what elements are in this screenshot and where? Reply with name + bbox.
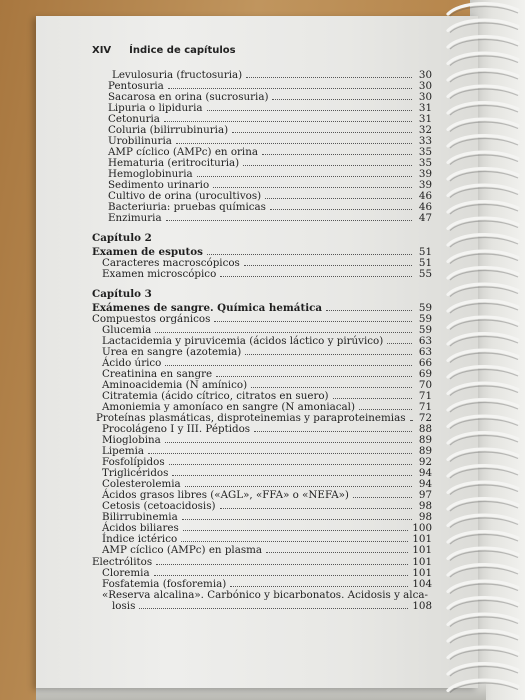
toc-entry-page: 97: [418, 489, 432, 501]
toc-entry-page: 31: [418, 113, 432, 125]
toc-entry-title: Enzimuria: [108, 212, 162, 224]
toc-entry-page: 70: [418, 379, 432, 391]
dot-leader: [216, 376, 412, 377]
toc-entry-title: AMP cíclico (AMPc) en plasma: [102, 544, 263, 556]
toc-entry-title: Citratemia (ácido cítrico, citratos en suero): [102, 390, 329, 402]
toc-entry-page: 108: [412, 600, 432, 612]
dot-leader: [172, 475, 412, 476]
toc-entry-title: Sacarosa en orina (sucrosuria): [108, 91, 269, 103]
toc-entry-page: 51: [418, 246, 432, 258]
page-title: Índice de capítulos: [129, 45, 236, 56]
dot-leader: [353, 497, 412, 498]
toc-entry-page: 89: [418, 445, 432, 457]
dot-leader: [410, 420, 413, 421]
toc-entry-title: Hemoglobinuria: [108, 168, 193, 180]
toc-entry-title: Bilirrubinemia: [102, 511, 178, 523]
dot-leader: [333, 398, 412, 399]
dot-leader: [176, 143, 412, 144]
dot-leader: [207, 254, 412, 255]
toc-entry-title: Levulosuria (fructosuria): [112, 69, 243, 81]
toc-entry-title: «Reserva alcalina». Carbónico y bicarbonatos. Acidosis y alca-: [102, 589, 428, 601]
toc-entry-title: Examen de esputos: [92, 246, 203, 258]
dot-leader: [197, 176, 412, 177]
dot-leader: [166, 220, 412, 221]
toc-entry-page: 32: [418, 124, 432, 136]
toc-entry-title: Electrólitos: [92, 556, 153, 568]
toc-entry-title: Urea en sangre (azotemia): [102, 346, 242, 358]
toc-entry-page: 35: [418, 146, 432, 158]
toc-entry-title: Amoniemia y amoníaco en sangre (N amoniacal): [102, 401, 355, 413]
toc-entry-title: AMP cíclico (AMPc) en orina: [108, 146, 258, 158]
dot-leader: [165, 365, 412, 366]
dot-leader: [266, 552, 408, 553]
dot-leader: [155, 332, 412, 333]
dot-leader: [270, 209, 412, 210]
dot-leader: [154, 575, 409, 576]
dot-leader: [232, 132, 412, 133]
toc-entry-page: 92: [418, 456, 432, 468]
toc-entry-page: 31: [418, 102, 432, 114]
toc-entry-title: losis: [112, 600, 136, 612]
toc-entry-title: Creatinina en sangre: [102, 368, 213, 380]
dot-leader: [148, 453, 412, 454]
dot-leader: [359, 409, 412, 410]
toc-entry-title: Coluria (bilirrubinuria): [108, 124, 229, 136]
toc-entry-title: Glucemia: [102, 324, 152, 336]
toc-entry-page: 98: [418, 511, 432, 523]
toc-entry-title: Pentosuria: [108, 80, 164, 92]
toc-entry-page: 55: [418, 268, 432, 280]
toc-entry-title: Aminoacidemia (N amínico): [102, 379, 248, 391]
toc-entry-title: Cloremia: [102, 567, 150, 579]
dot-leader: [185, 486, 412, 487]
toc-entry-page: 35: [418, 157, 432, 169]
toc-entry-title: Urobilinuria: [108, 135, 172, 147]
dot-leader: [230, 586, 408, 587]
toc-entry-title: Proteínas plasmáticas, disproteinemias y paraproteinemias: [96, 412, 406, 424]
toc-entry-page: 94: [418, 478, 432, 490]
running-header: [92, 45, 236, 56]
dot-leader: [254, 431, 412, 432]
dot-leader: [207, 110, 412, 111]
dot-leader: [181, 541, 408, 542]
toc-entry-page: 33: [418, 135, 432, 147]
toc-entry-title: Hematuria (eritrocituria): [108, 157, 240, 169]
page-number: XIV: [92, 45, 112, 56]
dot-leader: [169, 464, 412, 465]
toc-entry-page: 39: [418, 179, 432, 191]
toc-entry-page: 30: [418, 91, 432, 103]
dot-leader: [244, 265, 412, 266]
toc-entry-title: Cetosis (cetoacidosis): [102, 500, 216, 512]
chapter-label: Capítulo 3: [92, 288, 152, 300]
dot-leader: [165, 442, 412, 443]
dot-leader: [326, 310, 412, 311]
toc-entry-title: Índice ictérico: [102, 533, 178, 545]
dot-leader: [387, 343, 412, 344]
spiral-binding: [440, 0, 525, 700]
dot-leader: [220, 508, 412, 509]
chapter-label: Capítulo 2: [92, 232, 152, 244]
toc-entry-page: 59: [418, 302, 432, 314]
dot-leader: [265, 198, 412, 199]
dot-leader: [182, 519, 412, 520]
toc-entry-title: Mioglobina: [102, 434, 161, 446]
toc-entry-title: Lactacidemia y piruvicemia (ácidos láctico y pirúvico): [102, 335, 384, 347]
toc-entry-page: 39: [418, 168, 432, 180]
toc-entry-title: Exámenes de sangre. Química hemática: [92, 302, 323, 314]
toc-entry-title: Compuestos orgánicos: [92, 313, 211, 325]
toc-entry-page: 51: [418, 257, 432, 269]
toc-entry-page: 69: [418, 368, 432, 380]
toc-entry-title: Triglicéridos: [102, 467, 169, 479]
toc-entry-page: 94: [418, 467, 432, 479]
toc-entry-title: Fosfolípidos: [102, 456, 165, 468]
toc-entry-page: 59: [418, 324, 432, 336]
toc-entry-page: 71: [418, 390, 432, 402]
dot-leader: [156, 564, 408, 565]
toc-entry-title: Procolágeno I y III. Péptidos: [102, 423, 251, 435]
toc-entry-page: 30: [418, 69, 432, 81]
toc-entry-page: 63: [418, 346, 432, 358]
toc-entry-title: Ácidos grasos libres («AGL», «FFA» o «NEFA»): [102, 489, 349, 501]
toc-entry-page: 71: [418, 401, 432, 413]
dot-leader: [245, 354, 412, 355]
dot-leader: [214, 321, 412, 322]
dot-leader: [246, 77, 412, 78]
toc-entry-title: Bacteriuria: pruebas químicas: [108, 201, 266, 213]
toc-entry-page: 89: [418, 434, 432, 446]
toc-entry-page: 101: [412, 533, 432, 545]
toc-entry-title: Lipuria o lipiduria: [108, 102, 203, 114]
toc-entry-title: Examen microscópico: [102, 268, 217, 280]
toc-entry-title: Caracteres macroscópicos: [102, 257, 240, 269]
toc-entry-page: 88: [418, 423, 432, 435]
dot-leader: [183, 530, 409, 531]
toc-entry-page: 101: [412, 567, 432, 579]
toc-entry: [108, 211, 432, 224]
toc-entry-page: 46: [418, 190, 432, 202]
dot-leader: [251, 387, 412, 388]
dot-leader: [213, 187, 412, 188]
dot-leader: [243, 165, 412, 166]
toc-entry-title: Ácidos biliares: [102, 522, 179, 534]
toc-entry: [112, 599, 432, 612]
toc-entry-page: 66: [418, 357, 432, 369]
toc-entry-title: Lipemia: [102, 445, 145, 457]
toc-entry-page: 104: [412, 578, 432, 590]
toc-entry-title: Cultivo de orina (urocultivos): [108, 190, 262, 202]
toc-entry-title: Fosfatemia (fosforemia): [102, 578, 227, 590]
dot-leader: [164, 121, 412, 122]
dot-leader: [168, 88, 412, 89]
dot-leader: [272, 99, 412, 100]
toc-entry-page: 30: [418, 80, 432, 92]
toc-entry-title: Cetonuria: [108, 113, 160, 125]
toc-entry-page: 100: [412, 522, 432, 534]
toc-entry-page: 98: [418, 500, 432, 512]
dot-leader: [139, 608, 408, 609]
toc-entry-page: 101: [412, 544, 432, 556]
toc-entry: [102, 267, 432, 280]
toc-entry-page: 47: [418, 212, 432, 224]
toc-entry-page: 63: [418, 335, 432, 347]
toc-entry-page: 59: [418, 313, 432, 325]
toc-entry-page: 101: [412, 556, 432, 568]
toc-entry-title: Colesterolemia: [102, 478, 181, 490]
toc-entry-title: Ácido úrico: [102, 357, 162, 369]
toc-entry-title: Sedimento urinario: [108, 179, 210, 191]
dot-leader: [220, 276, 412, 277]
toc-entry-page: 72: [418, 412, 432, 424]
toc-entry-page: 46: [418, 201, 432, 213]
dot-leader: [262, 154, 412, 155]
